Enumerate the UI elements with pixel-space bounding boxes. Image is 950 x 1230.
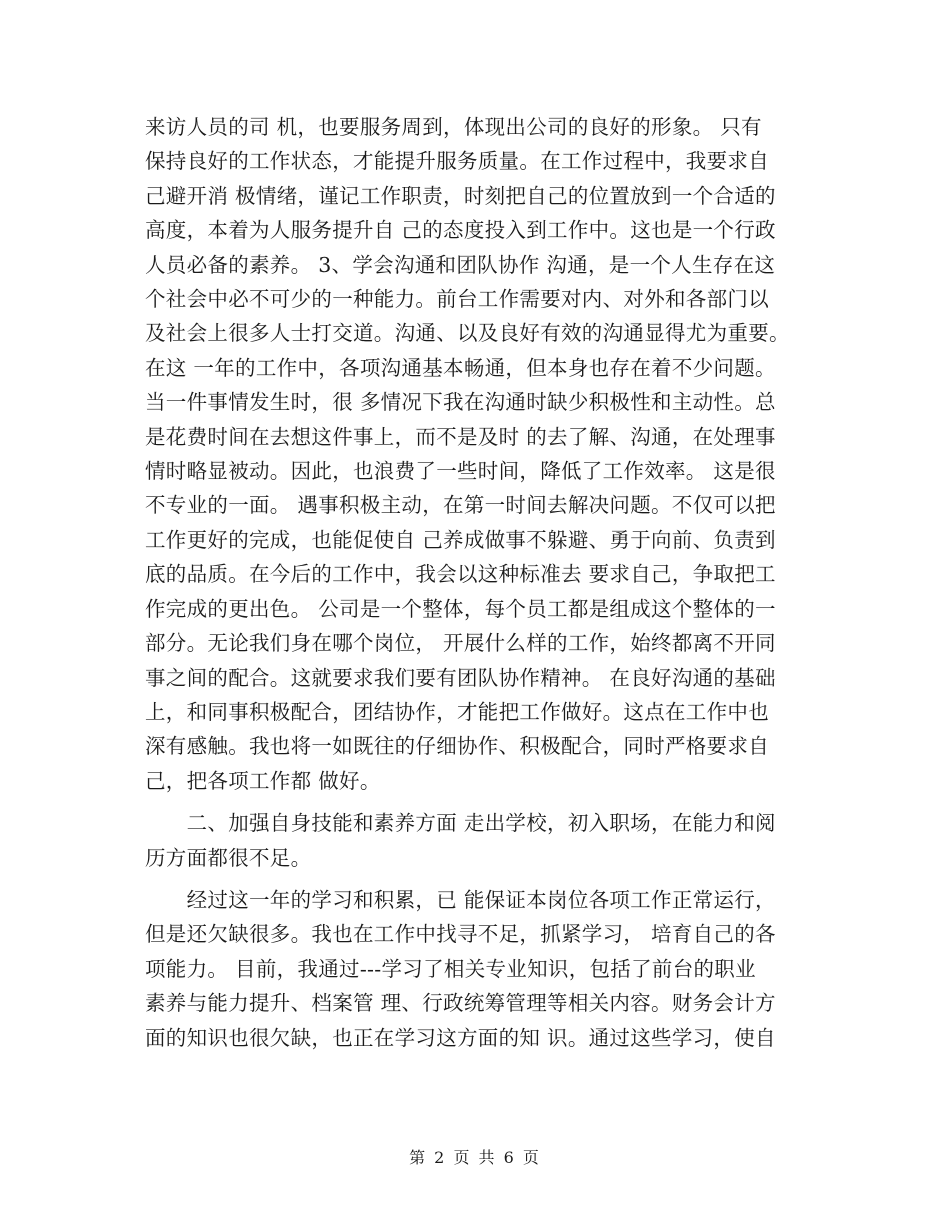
text-line: 己避开消 极情绪，谨记工作职责，时刻把自己的位置放到一个合适的 [145,183,776,208]
text-line: 保持良好的工作状态，才能提升服务质量。在工作过程中，我要求自 [145,149,769,174]
paragraph-2 [145,806,815,875]
text-line: 不专业的一面。 遇事积极主动，在第一时间去解决问题。不仅可以把 [145,493,776,518]
text-line: 及社会上很多人士打交道。沟通、以及良好有效的沟通显得尤为重要。 [145,321,790,346]
text-line: 当一件事情发生时，很 多情况下我在沟通时缺少积极性和主动性。总 [145,390,776,415]
text-line: 面的知识也很欠缺，也正在学习这方面的知 识。通过这些学习，使自 [145,1025,776,1050]
text-line: 来访人员的司 机，也要服务周到，体现出公司的良好的形象。 只有 [145,115,762,139]
page-number-footer: 第 2 页 共 6 页 [409,1148,541,1167]
text-line: 深有感触。我也将一如既往的仔细协作、积极配合，同时严格要求自 [145,734,769,759]
text-line: 底的品质。在今后的工作中，我会以这种标准去 要求自己，争取把工 [145,562,776,587]
text-line: 情时略显被动。因此，也浪费了一些时间，降低了工作效率。 这是很 [145,459,776,484]
text-line: 但是还欠缺很多。我也在工作中找寻不足，抓紧学习， 培育自己的各 [145,922,776,947]
text-line: 高度，本着为人服务提升自 己的态度投入到工作中。这也是一个行政 [145,218,776,243]
text-line: 作完成的更出色。 公司是一个整体，每个员工都是组成这个整体的一 [145,596,776,621]
paragraph-3 [145,883,815,1055]
text-line: 二、加强自身技能和素养方面 走出学校，初入职场，在能力和阅 [145,811,776,836]
text-line: 经过这一年的学习和积累，已 能保证本岗位各项工作正常运行， [145,887,776,912]
text-line: 素养与能力提升、档案管 理、行政统筹管理等相关内容。财务会计方 [145,991,776,1016]
paragraph-1 [145,110,815,798]
text-line: 部分。无论我们身在哪个岗位， 开展什么样的工作，始终都离不开同 [145,631,776,656]
text-line: 己，把各项工作都 做好。 [145,768,381,793]
text-line: 项能力。 目前，我通过---学习了相关专业知识，包括了前台的职业 [145,956,756,981]
text-line: 是花费时间在去想这件事上，而不是及时 的去了解、沟通，在处理事 [145,424,776,449]
text-line: 在这 一年的工作中，各项沟通基本畅通，但本身也存在着不少问题。 [145,355,776,380]
text-line: 工作更好的完成，也能促使自 己养成做事不躲避、勇于向前、负责到 [145,527,776,552]
text-line: 个社会中必不可少的一种能力。前台工作需要对内、对外和各部门以 [145,287,769,312]
text-line: 上，和同事积极配合，团结协作，才能把工作做好。这点在工作中也 [145,699,769,724]
text-line: 事之间的配合。这就要求我们要有团队协作精神。 在良好沟通的基础 [145,665,776,690]
text-line: 历方面都很不足。 [145,845,312,870]
body-text [145,110,815,1055]
text-line: 人员必备的素养。 3、学会沟通和团队协作 沟通，是一个人生存在这 [145,252,776,277]
